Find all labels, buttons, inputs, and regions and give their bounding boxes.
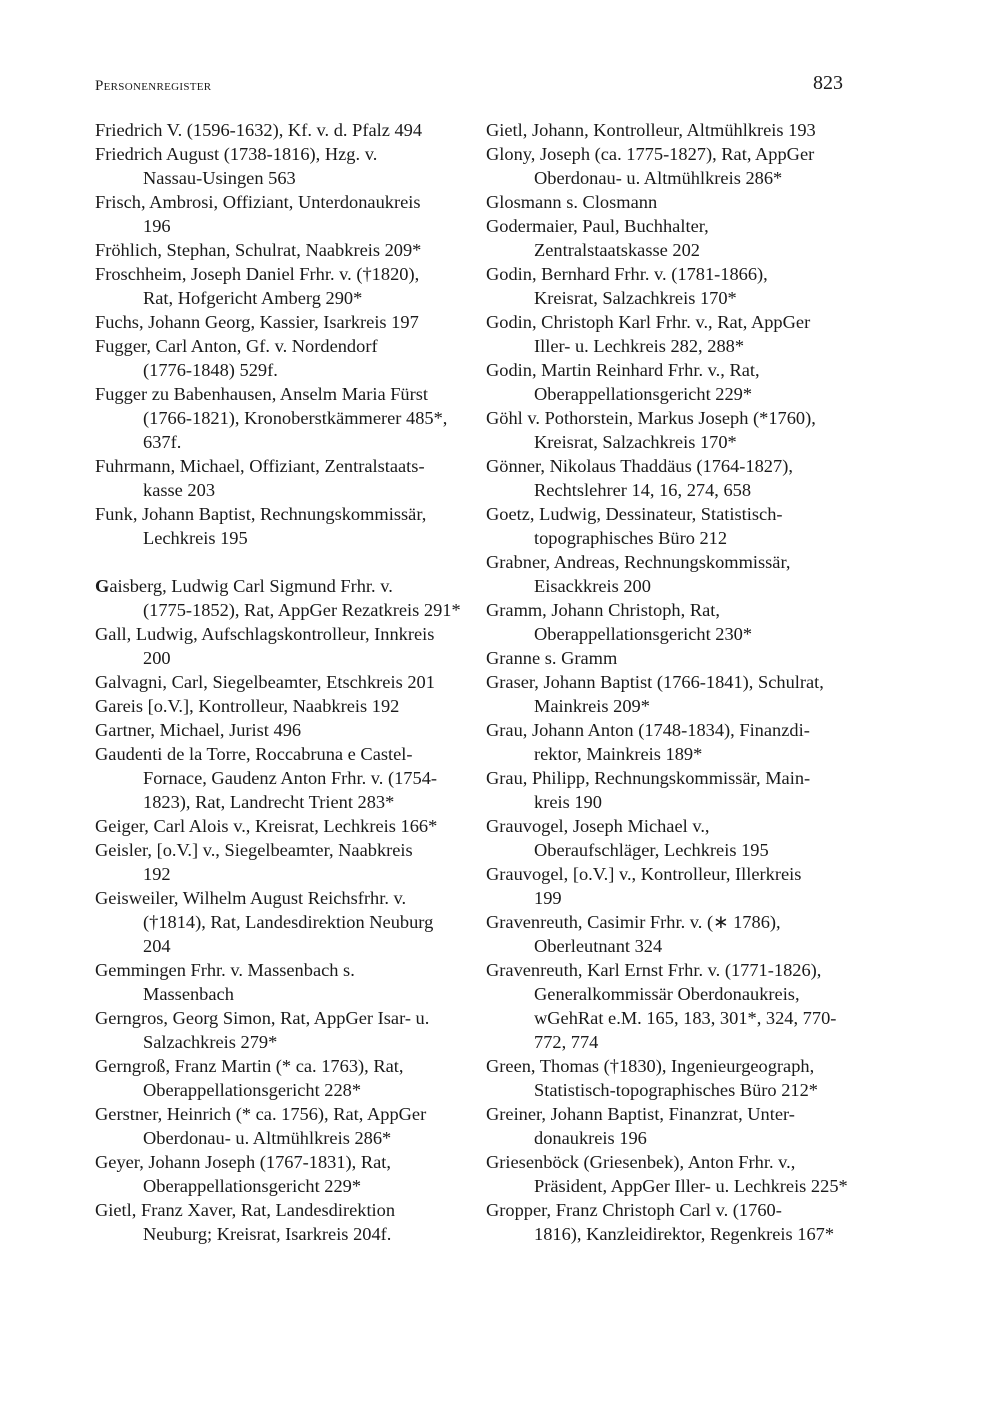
index-entry-line: 196 [143,216,171,236]
index-entry-line: rektor, Mainkreis 189* [534,744,703,764]
index-entry-line: Statistisch-topographisches Büro 212* [534,1080,819,1100]
index-entry-line: Godin, Martin Reinhard Frhr. v., Rat, [486,360,760,380]
index-entry [486,358,848,406]
index-entry [95,190,460,238]
index-entry-line: 1823), Rat, Landrecht Trient 283* [143,792,395,812]
index-column-right [486,118,848,1246]
index-entry-line: Funk, Johann Baptist, Rechnungskommissär, [95,504,427,524]
index-entry [486,1054,848,1102]
section-lead-letter: G [95,576,110,596]
page-number: 823 [813,72,843,94]
index-entry-line: Massenbach [143,984,234,1004]
index-entry [95,1102,460,1150]
index-entry-line: Gerngros, Georg Simon, Rat, AppGer Isar- u. [95,1008,430,1028]
index-entry-line: kreis 190 [534,792,602,812]
index-entry-line: Fuhrmann, Michael, Offiziant, Zentralstaats- [95,456,425,476]
index-entry [486,142,848,190]
index-entry [486,862,848,910]
index-entry-line: Gerstner, Heinrich (* ca. 1756), Rat, AppGer [95,1104,427,1124]
index-entry [486,766,848,814]
index-entry [486,670,848,718]
index-entry-line: kasse 203 [143,480,216,500]
index-entry-line: Gartner, Michael, Jurist 496 [95,720,302,740]
index-entry-line: Oberappellationsgericht 230* [534,624,753,644]
index-entry-line: Gravenreuth, Karl Ernst Frhr. v. (1771-1826), [486,960,822,980]
index-entry [95,1054,460,1102]
index-entry [95,1006,460,1054]
index-entry-line: Zentralstaatskasse 202 [534,240,700,260]
index-entry [486,814,848,862]
index-entry [95,382,460,454]
index-entry-line: donaukreis 196 [534,1128,647,1148]
index-entry-line: Rat, Hofgericht Amberg 290* [143,288,363,308]
index-entry-line: Rechtslehrer 14, 16, 274, 658 [534,480,752,500]
index-entry [95,718,460,742]
index-entry-line: Gall, Ludwig, Aufschlagskontrolleur, Innkreis [95,624,435,644]
index-entry [95,118,460,142]
index-entry-line: Gareis [o.V.], Kontrolleur, Naabkreis 192 [95,696,400,716]
index-entry-line: Generalkommissär Oberdonaukreis, [534,984,800,1004]
index-entry-line: Oberappellationsgericht 229* [143,1176,362,1196]
index-entry-line: Geisweiler, Wilhelm August Reichsfrhr. v. [95,888,407,908]
index-entry-line: topographisches Büro 212 [534,528,728,548]
index-entry-line: Frisch, Ambrosi, Offiziant, Unterdonaukreis [95,192,421,212]
index-entry [95,886,460,958]
index-entry-line: Gietl, Franz Xaver, Rat, Landesdirektion [95,1200,396,1220]
index-entry [486,262,848,310]
index-entry-line: Oberaufschläger, Lechkreis 195 [534,840,769,860]
index-entry [95,502,460,550]
index-entry-line: Granne s. Gramm [486,648,618,668]
index-column-left [95,118,460,1246]
index-entry-line: Godin, Christoph Karl Frhr. v., Rat, AppGer [486,312,811,332]
index-entry-line: Gerngroß, Franz Martin (* ca. 1763), Rat, [95,1056,404,1076]
index-entry-line: Galvagni, Carl, Siegelbeamter, Etschkreis 201 [95,672,435,692]
index-entry-line: Gönner, Nikolaus Thaddäus (1764-1827), [486,456,793,476]
index-entry-line: 772, 774 [534,1032,599,1052]
index-entry-line: 200 [143,648,171,668]
index-entry-line: Präsident, AppGer Iller- u. Lechkreis 225* [534,1176,848,1196]
index-entry-line: Gramm, Johann Christoph, Rat, [486,600,720,620]
index-entry-line: Mainkreis 209* [534,696,650,716]
index-entry-line: Glosmann s. Closmann [486,192,658,212]
index-entry-line: Kreisrat, Salzachkreis 170* [534,432,737,452]
index-entry-line: (1766-1821), Kronoberstkämmerer 485*, [143,408,448,428]
index-entry [95,694,460,718]
index-entry-line: Fröhlich, Stephan, Schulrat, Naabkreis 209* [95,240,422,260]
index-entry-line: Froschheim, Joseph Daniel Frhr. v. (†1820), [95,264,420,284]
index-entry-line: Fugger, Carl Anton, Gf. v. Nordendorf [95,336,378,356]
index-entry-line: Graser, Johann Baptist (1766-1841), Schulrat, [486,672,824,692]
index-entry-line: Gemmingen Frhr. v. Massenbach s. [95,960,355,980]
index-entry-line: Gietl, Johann, Kontrolleur, Altmühlkreis 193 [486,120,816,140]
index-entry-line: Eisackkreis 200 [534,576,651,596]
index-entry-line: wGehRat e.M. 165, 183, 301*, 324, 770- [534,1008,837,1028]
index-entry-line: Geyer, Johann Joseph (1767-1831), Rat, [95,1152,392,1172]
index-entry-line: Gravenreuth, Casimir Frhr. v. (∗ 1786), [486,912,781,932]
index-entry-line: Geisler, [o.V.] v., Siegelbeamter, Naabkreis [95,840,413,860]
index-entry [95,238,460,262]
index-entry-line: Geiger, Carl Alois v., Kreisrat, Lechkreis 166* [95,816,438,836]
index-entry-line [95,574,460,598]
index-entry [95,814,460,838]
index-entry-line: (†1814), Rat, Landesdirektion Neuburg [143,912,434,932]
index-entry-line: Griesenböck (Griesenbek), Anton Frhr. v., [486,1152,796,1172]
index-entry-line: Grabner, Andreas, Rechnungskommissär, [486,552,791,572]
running-title: Personenregister [95,78,212,94]
index-entry [486,910,848,958]
index-entry [95,670,460,694]
index-entry-line: Grauvogel, Joseph Michael v., [486,816,710,836]
index-entry [95,838,460,886]
index-entry-line: Green, Thomas (†1830), Ingenieurgeograph, [486,1056,815,1076]
index-entry [95,1150,460,1198]
index-entry [95,958,460,1006]
index-entry-line: Grau, Philipp, Rechnungskommissär, Main- [486,768,811,788]
index-entry-line: Oberleutnant 324 [534,936,663,956]
index-entry [95,454,460,502]
index-entry-line: 637f. [143,432,182,452]
index-entry-line: Grau, Johann Anton (1748-1834), Finanzdi- [486,720,810,740]
index-entry [486,214,848,262]
index-entry-line: Gropper, Franz Christoph Carl v. (1760- [486,1200,782,1220]
letter-section-gap [95,550,460,574]
index-entry-line: Friedrich August (1738-1816), Hzg. v. [95,144,378,164]
index-entry [486,310,848,358]
index-entry-line: 192 [143,864,171,884]
index-entry-line: Fornace, Gaudenz Anton Frhr. v. (1754- [143,768,438,788]
index-entry [486,550,848,598]
index-entry [486,598,848,646]
index-entry [486,1198,848,1246]
index-entry [95,310,460,334]
index-entry-line: Lechkreis 195 [143,528,248,548]
index-entry-line: Kreisrat, Salzachkreis 170* [534,288,737,308]
index-entry [95,1198,460,1246]
index-entry [486,1102,848,1150]
index-entry-line: Oberappellationsgericht 229* [534,384,753,404]
index-entry-line: Oberdonau- u. Altmühlkreis 286* [143,1128,392,1148]
index-entry [486,502,848,550]
index-entry [95,742,460,814]
index-entry-line: Oberdonau- u. Altmühlkreis 286* [534,168,783,188]
index-entry-line: (1775-1852), Rat, AppGer Rezatkreis 291* [143,600,461,620]
index-entry-line: Goetz, Ludwig, Dessinateur, Statistisch- [486,504,783,524]
index-entry-line: Neuburg; Kreisrat, Isarkreis 204f. [143,1224,392,1244]
index-entry [486,958,848,1054]
index-entry [486,190,848,214]
index-entry-line: (1776-1848) 529f. [143,360,278,380]
index-entry-line: 1816), Kanzleidirektor, Regenkreis 167* [534,1224,835,1244]
index-entry-line: Nassau-Usingen 563 [143,168,296,188]
index-entry [486,454,848,502]
index-entry-line: Gaudenti de la Torre, Roccabruna e Castel- [95,744,413,764]
index-entry-line: Greiner, Johann Baptist, Finanzrat, Unter- [486,1104,795,1124]
index-entry-line: Godermaier, Paul, Buchhalter, [486,216,709,236]
index-entry-line: Oberappellationsgericht 228* [143,1080,362,1100]
index-entry-line: Friedrich V. (1596-1632), Kf. v. d. Pfalz 494 [95,120,423,140]
index-entry [95,574,460,622]
index-entry [95,262,460,310]
index-entry-line: Glony, Joseph (ca. 1775-1827), Rat, AppGer [486,144,815,164]
index-entry-line: Godin, Bernhard Frhr. v. (1781-1866), [486,264,768,284]
index-entry [486,646,848,670]
index-entry-line: Iller- u. Lechkreis 282, 288* [534,336,745,356]
index-entry-line: 199 [534,888,562,908]
index-entry-line: Göhl v. Pothorstein, Markus Joseph (*1760), [486,408,816,428]
index-entry-line: Salzachkreis 279* [143,1032,278,1052]
index-entry [95,334,460,382]
index-entry-line: Fuchs, Johann Georg, Kassier, Isarkreis 197 [95,312,419,332]
index-entry [486,1150,848,1198]
index-entry-line: Grauvogel, [o.V.] v., Kontrolleur, Illerkreis [486,864,802,884]
index-entry [486,406,848,454]
index-entry [95,142,460,190]
index-entry [95,622,460,670]
index-entry-line: 204 [143,936,171,956]
index-entry-line: Fugger zu Babenhausen, Anselm Maria Fürst [95,384,429,404]
index-entry [486,118,848,142]
index-entry-text: aisberg, Ludwig Carl Sigmund Frhr. v. [109,576,393,596]
page-header [95,72,843,100]
index-entry [486,718,848,766]
